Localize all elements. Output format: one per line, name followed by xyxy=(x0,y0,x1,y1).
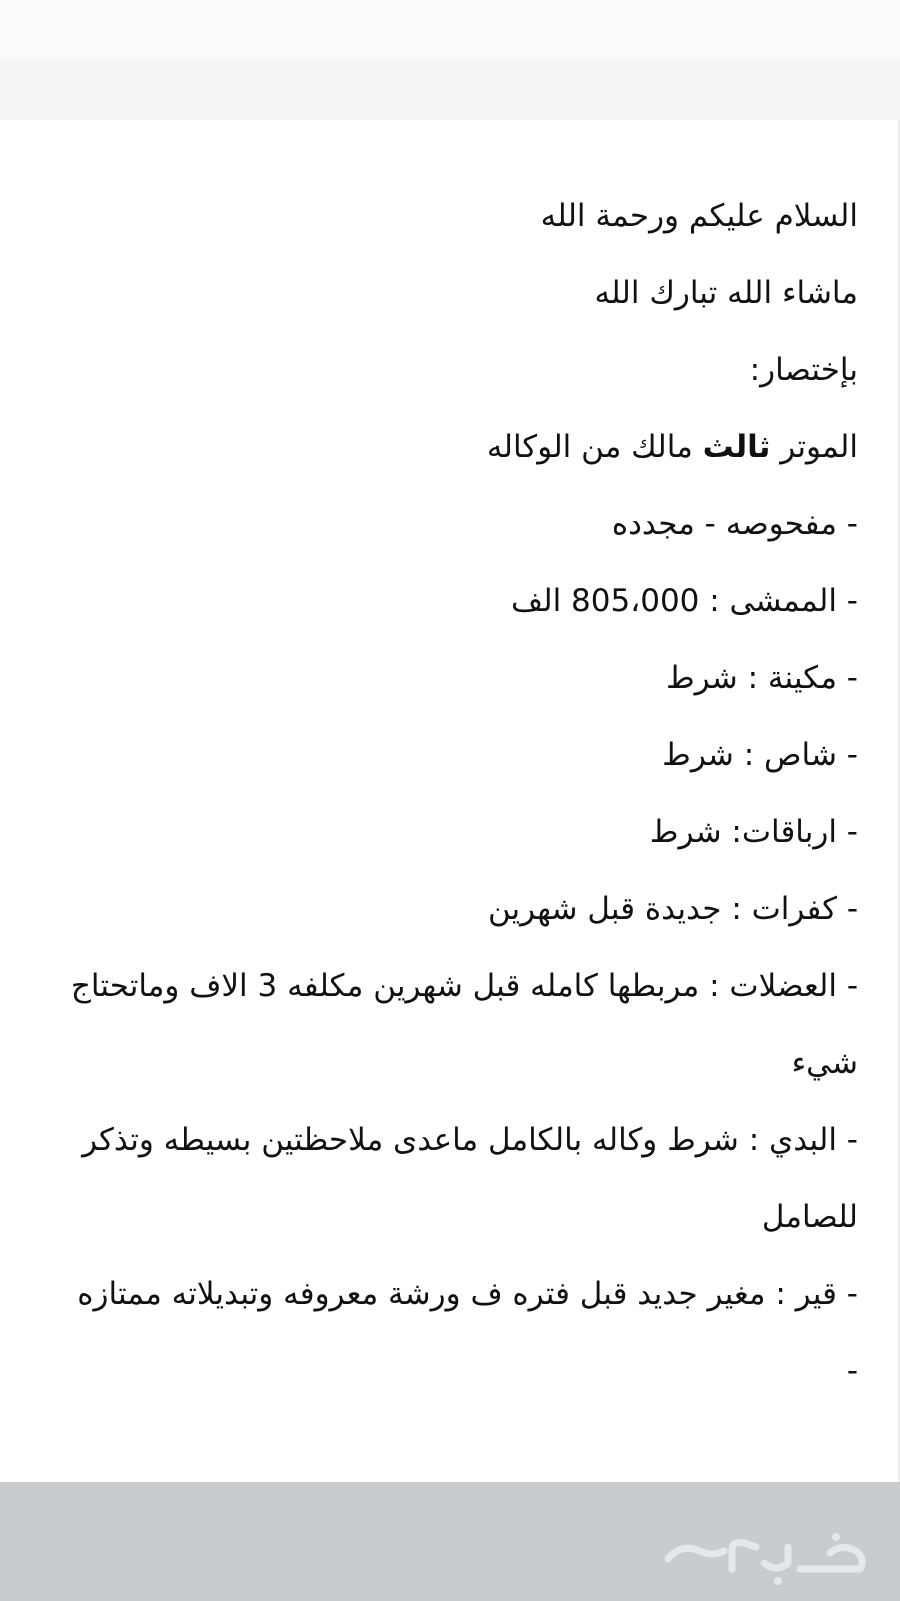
detail-airbags: - ارباقات: شرط xyxy=(649,814,858,850)
header-strip xyxy=(0,60,900,120)
detail-engine: - مكينة : شرط xyxy=(666,660,858,696)
haraj-watermark-logo xyxy=(660,1529,870,1589)
owner-count: ثالث xyxy=(702,429,771,465)
footer-band xyxy=(0,1482,900,1601)
greeting-line: السلام عليكم ورحمة الله xyxy=(540,198,858,234)
summary-label: بإختصار: xyxy=(749,352,858,388)
detail-inspected: - مفحوصه - مجدده xyxy=(611,506,858,542)
detail-tires: - كفرات : جديدة قبل شهرين xyxy=(487,891,858,927)
detail-chassis: - شاص : شرط xyxy=(662,737,858,773)
detail-gearbox: - قير : مغير جديد قبل فتره ف ورشة معروفه وتبديلاته ممتازه xyxy=(77,1276,858,1312)
post-content xyxy=(0,120,900,1482)
detail-suspension: - العضلات : مربطها كامله قبل شهرين مكلفه 3 الاف وماتحتاج شيء xyxy=(70,968,858,1081)
owner-suffix: مالك من الوكاله xyxy=(486,429,693,465)
detail-trailing-dash: - xyxy=(846,1353,858,1389)
owner-line xyxy=(60,409,858,486)
detail-mileage: - الممشى : 805،000 الف xyxy=(511,583,858,619)
top-band xyxy=(0,0,900,60)
blessing-line: ماشاء الله تبارك الله xyxy=(594,275,858,311)
owner-prefix: الموتر xyxy=(780,429,858,465)
detail-body: - البدي : شرط وكاله بالكامل ماعدى ملاحظتين بسيطه وتذكر للصامل xyxy=(82,1122,858,1235)
post-body xyxy=(0,120,900,1410)
